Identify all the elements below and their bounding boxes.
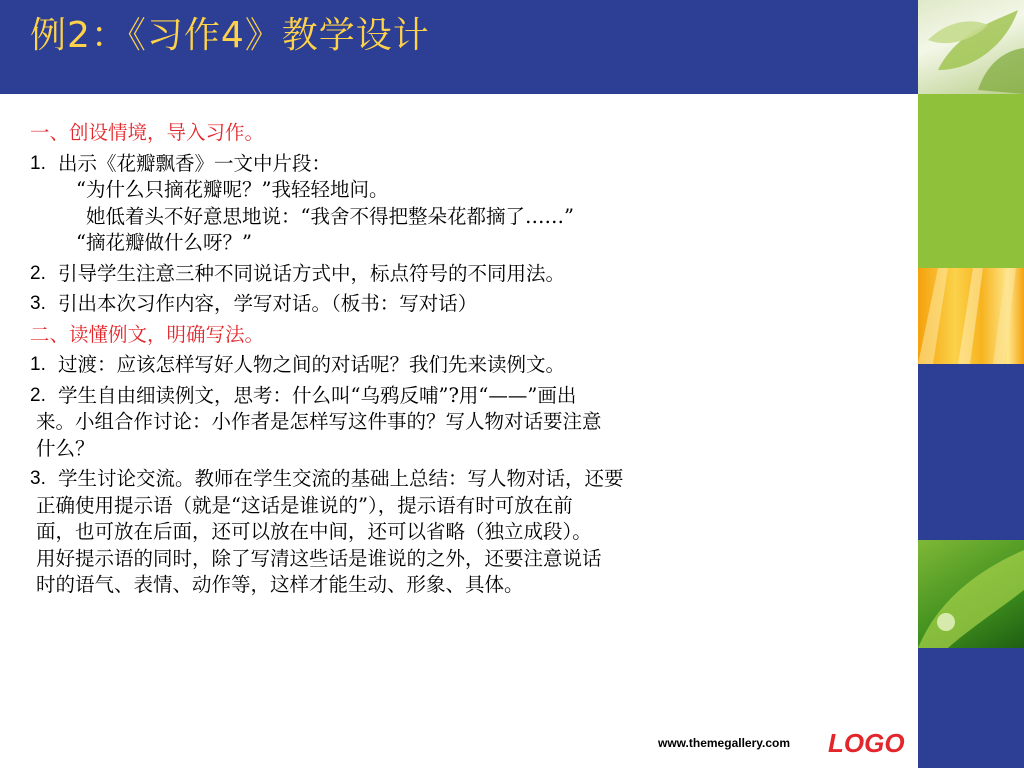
item-text: 引出本次习作内容，学写对话。（板书：写对话） <box>58 292 478 315</box>
flower-petals-icon <box>918 268 1024 364</box>
leaf-photo-tile <box>918 0 1024 94</box>
green-tile <box>918 94 1024 268</box>
section-1-item-1 <box>30 151 900 178</box>
section-2-heading: 二、读懂例文，明确写法。 <box>30 322 265 346</box>
slide-title: 例2：《习作4》教学设计 <box>30 15 430 56</box>
quote-line-3: “摘花瓣做什么呀？” <box>76 231 252 254</box>
item-text: 引导学生注意三种不同说话方式中，标点符号的不同用法。 <box>58 261 566 285</box>
item-number: 2. <box>30 384 46 406</box>
section-2-item-1 <box>30 352 900 379</box>
item-number: 1. <box>30 354 46 375</box>
item-text: 出示《花瓣飘香》一文中片段： <box>58 151 332 175</box>
item-text-line: 来。小组合作讨论：小作者是怎样写这件事的？写人物对话要注意 <box>36 410 602 433</box>
section-2-item-2 <box>30 383 900 463</box>
quote-line-2: 她低着头不好意思地说：“我舍不得把整朵花都摘了……” <box>86 204 574 228</box>
item-number: 3. <box>30 293 46 314</box>
blue-tile <box>918 648 1024 768</box>
orange-flower-tile <box>918 268 1024 364</box>
logo: LOGO <box>828 728 905 758</box>
item-text-line: 正确使用提示语（就是“这话是谁说的”），提示语有时可放在前 <box>36 493 573 517</box>
item-text-line: 时的语气、表情、动作等，这样才能生动、形象、具体。 <box>36 573 524 596</box>
item-number: 2. <box>30 262 46 284</box>
title-bar <box>0 0 918 94</box>
section-1-item-2 <box>30 261 900 288</box>
section-2-item-3 <box>30 466 900 599</box>
item-text-line: 用好提示语的同时，除了写清这些话是谁说的之外，还要注意说话 <box>36 546 602 570</box>
blue-tile <box>918 364 1024 540</box>
item-text-line: 学生讨论交流。教师在学生交流的基础上总结：写人物对话，还要 <box>58 467 624 490</box>
slide-body <box>30 120 900 599</box>
section-1-heading: 一、创设情境，导入习作。 <box>30 121 265 144</box>
section-1-item-3 <box>30 291 900 318</box>
item-number: 1. <box>30 152 46 174</box>
quote-line-1: “为什么只摘花瓣呢？”我轻轻地问。 <box>76 178 389 201</box>
leaf-drop-icon <box>918 540 1024 648</box>
decorative-image-column <box>918 0 1024 768</box>
item-text: 过渡：应该怎样写好人物之间的对话呢？我们先来读例文。 <box>58 353 566 376</box>
item-text-line: 什么？ <box>36 436 95 460</box>
item-text-line: 面，也可放在后面，还可以放在中间，还可以省略（独立成段）。 <box>36 520 592 543</box>
green-leaf-photo-tile <box>918 540 1024 648</box>
item-number: 3. <box>30 468 46 489</box>
item-text-line: 学生自由细读例文，思考：什么叫“乌鸦反哺”?用“——”画出 <box>58 383 577 407</box>
leaf-icon <box>918 0 1024 94</box>
footer-website-link[interactable]: www.themegallery.com <box>658 736 791 750</box>
